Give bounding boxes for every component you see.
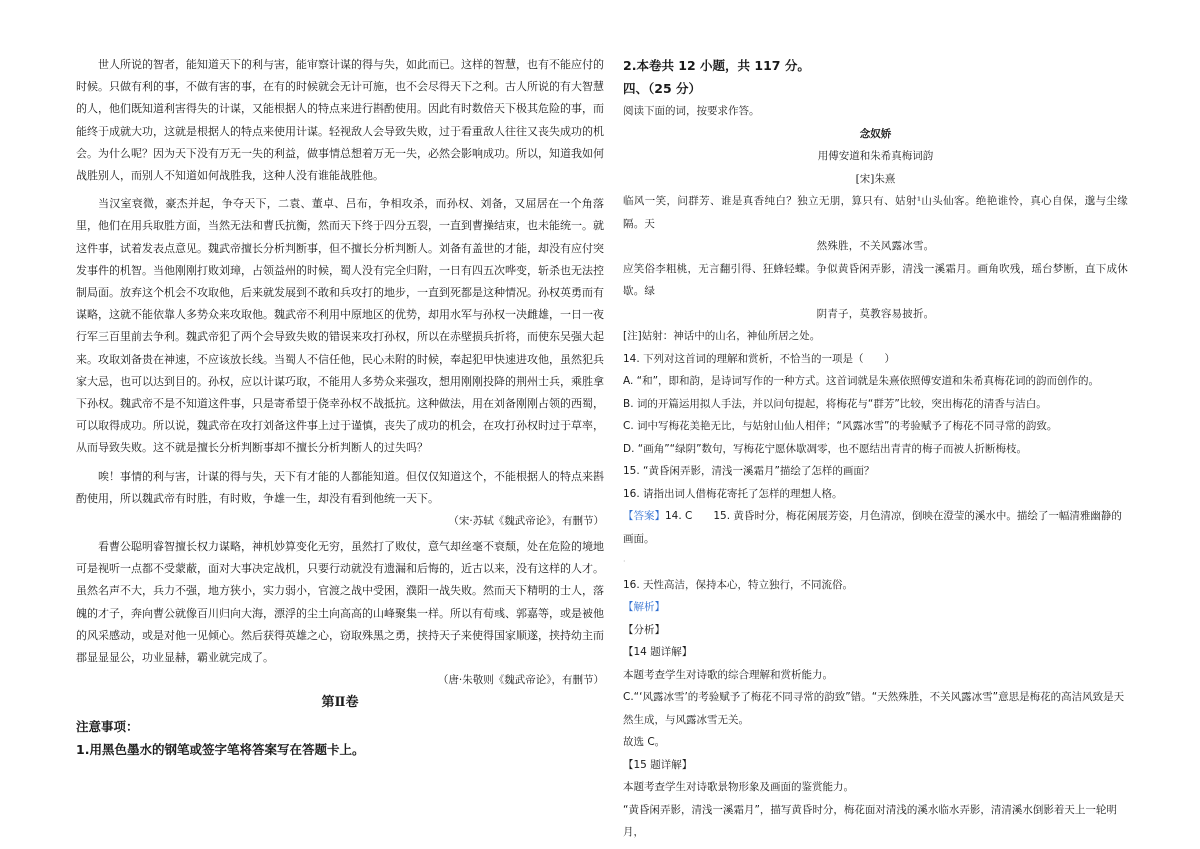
option: B. 词的开篇运用拟人手法，并以问句提起，将梅花与“群芳”比较，突出梅花的清香与洁白。 — [623, 397, 1047, 410]
question: 15. “黄昏闲弄影，清浅一溪霜月”描绘了怎样的画面？ — [623, 465, 875, 477]
left-column — [76, 54, 604, 761]
poem-line: 然殊胜，不关风露冰雪。 — [816, 240, 935, 252]
option: C. 词中写梅花美艳无比，与姑射山仙人相伴；“风露冰雪”的考验赋予了梅花不同寻常的韵致。 — [623, 420, 1058, 432]
source-citation: （宋·苏轼《魏武帝论》，有删节） — [448, 515, 604, 528]
annotation: [注]姑射：神话中的山名，神仙所居之处。 — [623, 330, 821, 342]
option: D. “画角”“绿阴”数句，写梅花宁愿休歇凋零，也不愿结出青青的梅子而被人折断梅枝。 — [623, 442, 1028, 455]
answer-tag: 【答案】 — [623, 510, 665, 522]
analysis-tag: 【解析】 — [623, 601, 665, 613]
detail-heading: 【14 题详解】 — [623, 646, 693, 658]
analysis-heading: 【分析】 — [623, 623, 665, 636]
paragraph: 唉！事情的利与害，计谋的得与失，天下有才能的人都能知道。但仅仅知道这个，不能根据人的特点来斟酌使用，所以魏武帝有时胜，有时败，争雄一生，却没有看到他统一天下。 — [76, 469, 604, 505]
poem-author: [宋]朱熹 — [855, 172, 896, 185]
detail-text: 本题考查学生对诗歌的综合理解和赏析能力。 — [623, 668, 833, 681]
detail-text: 故选 C。 — [623, 736, 666, 748]
detail-heading: 【15 题详解】 — [623, 758, 693, 771]
poem-title: 念奴娇 — [859, 127, 892, 140]
paragraph-mark: · — [623, 557, 626, 566]
source-citation: （唐·朱敬则《魏武帝论》，有删节） — [437, 674, 604, 687]
answer-text: 14. C 15. 黄昏时分，梅花闲展芳姿，月色清凉，倒映在澄莹的溪水中。描绘了一幅清雅幽静的画面。 — [623, 510, 1122, 545]
spacer — [623, 550, 1128, 574]
question: 14. 下列对这首词的理解和赏析，不恰当的一项是（ ） — [623, 352, 896, 365]
poem-line: 阴青子，莫教容易披折。 — [816, 307, 935, 320]
answer-line — [623, 505, 1128, 550]
notice-heading: 注意事项： — [76, 719, 139, 735]
question: 16. 请指出词人借梅花寄托了怎样的理想人格。 — [623, 487, 843, 500]
detail-text: “黄昏闲弄影，清浅一溪霜月”，描写黄昏时分，梅花面对清浅的溪水临水弄影，清清溪水倒影着天上一轮明月， — [623, 803, 1117, 838]
notice-item: 2.本卷共 12 小题，共 117 分。 — [623, 58, 810, 73]
detail-text: C.“‘风露冰雪’的考验赋予了梅花不同寻常的韵致”错。“天然殊胜，不关风露冰雪”意思是梅花的高洁风致是天然生成，与风露冰雪无关。 — [623, 691, 1125, 726]
answer-text: 16. 天性高洁，保持本心，特立独行，不同流俗。 — [623, 578, 854, 591]
paragraph: 世人所说的智者，能知道天下的利与害，能审察计谋的得与失，如此而已。这样的智慧，也有不能应付的时候。只做有利的事，不做有害的事，在有的时候就会无计可施，也不会尽得天下之利。古人所说的有大智慧的人，他们既知道利害得失的计谋，又能根据人的特点来进行斟酌使用。因此有时数倍天下极其危险的事，而能终于成就大功，这就是根据人的特点来使用计谋。轻视敌人会导致失败，过于看重敌人往往又丧失成功的机会。为什么呢？因为天下没有万无一失的利益，做事情总想着万无一失，必然会影响成功。所以，知道我如何战胜别人，而别人不知道如何战胜我，这种人没有谁能战胜他。 — [76, 58, 604, 183]
section-heading: 四、（25 分） — [623, 81, 701, 96]
poem-line: 临风一笑，问群芳、谁是真香纯白？独立无朋，算只有、姑射¹山头仙客。绝艳谁怜，真心自保，邈与尘缘隔。天 — [623, 195, 1128, 230]
poem-line: 应笑俗李粗桃，无言翻引得、狂蜂轻蝶。争似黄昏闲弄影，清浅一溪霜月。画角吹残，瑶台梦断，直下成休歇。绿 — [623, 262, 1128, 297]
right-column — [623, 54, 1128, 844]
poem-subtitle: 用傅安道和朱希真梅词韵 — [817, 150, 934, 162]
notice-item: 1.用黑色墨水的钢笔或签字笔将答案写在答题卡上。 — [76, 742, 365, 758]
detail-text: 本题考查学生对诗歌景物形象及画面的鉴赏能力。 — [623, 781, 854, 793]
option: A. “和”，即和韵，是诗词写作的一种方式。这首词就是朱熹依照傅安道和朱希真梅花词的韵而创作的。 — [623, 375, 1100, 387]
section-title: 第Ⅱ卷 — [321, 695, 359, 711]
paragraph: 当汉室衰微，豪杰并起，争夺天下，二袁、董卓、吕布，争相攻杀，而孙权、刘备，又屈居在一个角落里，他们在用兵取胜方面，当然无法和曹氏抗衡，然而天下终于四分五裂，一直到曹操结束，也未能统一。就这件事，试着发表点意见。魏武帝擅长分析判断事，但不擅长分析判断人。刘备有盖世的才能，却没有应付突发事件的机智。当他刚刚打败刘璋，占领益州的时候，蜀人没有完全归附，一日有四五次哗变，斩杀也无法控制局面。放弃这个机会不攻取他，后来就发展到不敢和兵攻打的地步，一直到死都是这种情况。孙权英勇而有谋略，这就不能依靠人多势众来攻取他。魏武帝不利用中原地区的优势，却用水军与孙权一决雌雄，一日一夜行军三百里前去争利。魏武帝犯了两个会导致失败的错误来攻打孙权，所以在赤壁损兵折将，而使东吴强大起来。攻取刘备贵在神速，不应该放长线。当蜀人不信任他，民心未附的时候，奉起犯甲快速进攻他，虽然犯兵家大忌，也可以达到目的。孙权，应以计谋巧取，不能用人多势众来强攻，想用刚刚投降的荆州士兵，乘胜拿下孙权。魏武帝不是不知道这件事，只是寄希望于侥幸孙权不战抵抗。这种做法，用在刘备刚刚占领的西蜀，可以取得成功。所以说，魏武帝在攻打刘备这件事上过于谨慎，丧失了成功的机会，在攻打孙权时过于草率，从而导致失败。这不就是擅长分析判断事却不擅长分析判断人的过失吗？ — [76, 197, 604, 455]
instruction: 阅读下面的词，按要求作答。 — [623, 105, 760, 117]
paragraph: 看曹公聪明睿智擅长权力谋略，神机妙算变化无穷，虽然打了败仗，意气却丝毫不衰颓，处在危险的境地可是视听一点都不受蒙蔽，面对大事决定战机，只要行动就没有遗漏和后悔的，近古以来，没有这样的人才。虽然名声不大，兵力不强，地方狭小，实力弱小，官渡之战中受困，濮阳一战失败。然而天下精明的士人，落魄的才子，奔向曹公就像百川归向大海，漂浮的尘土向高高的山峰聚集一样。所以有荀彧、郭嘉等，或是被他的风采感动，或是对他一见倾心。然后获得英雄之心，窃取殊黑之勇，挟持天子来使得国家顺遂，挟持幼主而郡显显显公，功业显赫，霸业就完成了。 — [76, 540, 604, 665]
